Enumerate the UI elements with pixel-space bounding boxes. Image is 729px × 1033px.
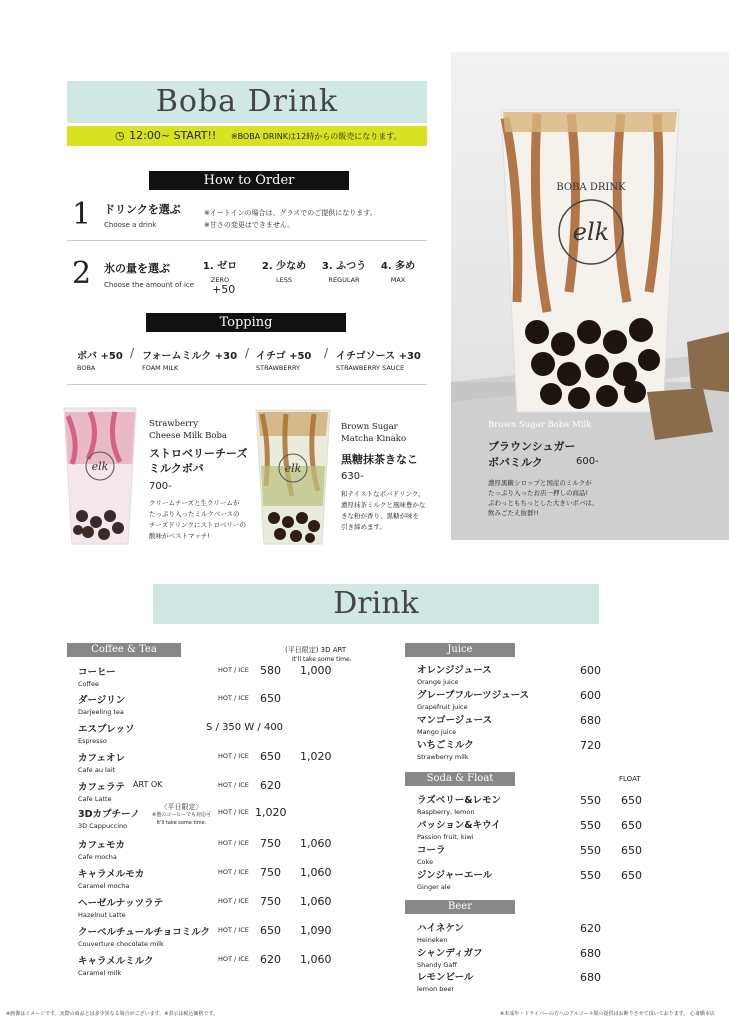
- menu-item-art-price: 1,060: [300, 866, 332, 879]
- menu-item-jp: いちごミルク: [417, 740, 474, 751]
- art-sub: It'll take some time.: [292, 656, 352, 663]
- matcha-kinako-boba-image: [252, 406, 334, 548]
- menu-item-en: Coffee: [78, 680, 99, 688]
- menu-item-float-price: 650: [621, 819, 642, 832]
- menu-item-en: Cafe mocha: [78, 853, 117, 861]
- menu-item-jp: 3Dカプチーノ: [78, 809, 140, 820]
- menu-item-price: 650: [260, 692, 281, 705]
- menu-item-name: [417, 842, 446, 866]
- menu-item-price: 580: [260, 664, 281, 677]
- menu-item-en: Shandy Gaff: [417, 961, 457, 969]
- menu-item-jp: コーヒー: [78, 667, 116, 678]
- feature1-desc: クリームチーズと生クリームが たっぷり入ったミルクベースの チーズドリンクにストロベリーの 酸味がベストマッチ!: [149, 499, 247, 540]
- menu-item-en: Heineken: [417, 936, 448, 944]
- menu-item-jp: キャラメルモカ: [78, 869, 145, 880]
- menu-item-art-price: 1,060: [300, 837, 332, 850]
- menu-item-en: Orange juice: [417, 678, 459, 686]
- menu-item-name: [417, 792, 501, 816]
- menu-item-art-price: 1,020: [300, 750, 332, 763]
- menu-item-name: [417, 945, 483, 969]
- menu-item-en: Couverture chocolate milk: [78, 940, 164, 948]
- menu-item-jp: グレープフルーツジュース: [417, 690, 530, 701]
- menu-item-name: [78, 779, 125, 803]
- separator: /: [130, 346, 135, 360]
- menu-item-art-price: 1,000: [300, 664, 332, 677]
- menu-item-jp: カフェオレ: [78, 753, 126, 764]
- feature1-en: Strawberry Cheese Milk Boba: [149, 419, 227, 441]
- menu-item-en: 3D Cappuccino: [78, 822, 128, 830]
- divider: [67, 240, 427, 241]
- float-label: FLOAT: [619, 775, 641, 783]
- cappuccino-note: [152, 803, 211, 827]
- topping-boba: ボバ +50 BOBA: [77, 351, 123, 372]
- boba-notice: ※BOBA DRINKは12時からの販売になります。: [230, 132, 402, 141]
- menu-item-art-price: 1,090: [300, 924, 332, 937]
- menu-item-name: [78, 664, 116, 688]
- menu-item-en: lemon beer: [417, 985, 455, 993]
- how-to-order-heading: How to Order: [149, 171, 349, 190]
- menu-item-float-price: 650: [621, 794, 642, 807]
- feature3-price: 600-: [576, 456, 599, 467]
- menu-item-jp: カフェモカ: [78, 840, 126, 851]
- menu-item-price: 680: [580, 947, 601, 960]
- menu-item-price: 550: [580, 844, 601, 857]
- hot-ice-label: HOT / ICE: [218, 694, 249, 702]
- coffee-tea-tab: Coffee & Tea: [67, 643, 181, 657]
- feature1-jp: ストロベリーチーズ ミルクボバ: [149, 447, 248, 475]
- art-header: (平日限定) 3D ART: [285, 646, 347, 654]
- hot-ice-label: HOT / ICE: [218, 666, 249, 674]
- menu-item-price: 750: [260, 837, 281, 850]
- hot-ice-label: HOT / ICE: [218, 955, 249, 963]
- feature2-jp: 黒糖抹茶きなこ: [341, 453, 418, 466]
- menu-item-float-price: 650: [621, 844, 642, 857]
- menu-item-name: [417, 687, 529, 711]
- menu-item-jp: ハイネケン: [417, 923, 464, 934]
- menu-item-name: [417, 737, 474, 761]
- menu-item-float-price: 650: [621, 869, 642, 882]
- menu-item-en: Mango juice: [417, 728, 457, 736]
- menu-item-en: Caramel mocha: [78, 882, 130, 890]
- menu-item-name: [78, 953, 154, 977]
- menu-item-price: 600: [580, 664, 601, 677]
- menu-item-name: [417, 662, 492, 686]
- clock-icon: ◷: [115, 129, 125, 142]
- menu-item-en: Raspberry, lemon: [417, 808, 475, 816]
- note-line: 〈平日限定〉: [160, 803, 203, 811]
- ice-option-max: 4. 多め MAX: [380, 261, 416, 284]
- menu-item-en: Cafe Latte: [78, 795, 112, 803]
- menu-item-name: [78, 692, 125, 716]
- ice-option-zero: 1. ゼロ ZERO: [202, 261, 238, 284]
- cup-logo-text: elk: [91, 460, 109, 473]
- menu-item-art-price: 1,060: [300, 953, 332, 966]
- menu-item-name: [78, 924, 210, 948]
- zero-ice-price: +50: [212, 283, 236, 296]
- menu-item-en: Ginger ale: [417, 883, 451, 891]
- footer-right-note: ※未成年・ドライバーの方へのアルコール類の提供はお断りさせて頂いております。 心斎橋本店: [500, 1011, 715, 1017]
- menu-item-jp: レモンビール: [417, 972, 474, 983]
- menu-item-en: Strawberry milk: [417, 753, 469, 761]
- menu-item-price: 720: [580, 739, 601, 752]
- ice-option-regular: 3. ふつう REGULAR: [321, 261, 367, 284]
- menu-item-jp: ラズベリー&レモン: [417, 795, 501, 806]
- step1-note1: ※イートインの場合は、グラスでのご提供になります。: [204, 209, 377, 217]
- menu-item-price: 550: [580, 869, 601, 882]
- step2-number: 2: [72, 256, 92, 291]
- topping-heading: Topping: [146, 313, 346, 332]
- menu-item-jp: ヘーゼルナッツラテ: [78, 898, 164, 909]
- menu-item-price: 650: [260, 750, 281, 763]
- menu-item-name: [417, 817, 501, 841]
- menu-item-jp: キャラメルミルク: [78, 956, 154, 967]
- soda-float-tab: Soda & Float: [405, 772, 515, 786]
- hot-ice-label: HOT / ICE: [218, 808, 249, 816]
- step1-note2: ※甘さの変更はできません。: [204, 221, 295, 229]
- menu-item-en: Hazelnut Latte: [78, 911, 126, 919]
- start-time-bar: [67, 126, 427, 146]
- hot-ice-label: HOT / ICE: [218, 897, 249, 905]
- feature2-en: Brown Sugar Matcha Kinako: [341, 422, 407, 444]
- feature2-desc: 和テイストなボバドリンク。 濃厚抹茶ミルクと風味豊かな きな粉が香り、黒糖が味を 引き締めます。: [341, 490, 426, 531]
- feature3-desc: 濃厚黒糖シロップと国産のミルクが たっぷり入ったお店一押しの商品! ぷわっともちっとした大きいボバは、 飲みごたえ抜群!!: [488, 479, 599, 517]
- menu-item-en: Cafe au lait: [78, 766, 116, 774]
- menu-item-name: [78, 837, 125, 861]
- menu-item-jp: コーラ: [417, 845, 446, 856]
- menu-item-en: Grapefruit juice: [417, 703, 468, 711]
- menu-item-jp: パッション&キウイ: [417, 820, 501, 831]
- hot-ice-label: HOT / ICE: [218, 781, 249, 789]
- menu-item-jp: オレンジジュース: [417, 665, 492, 676]
- topping-strawberry-sauce: イチゴソース +30 STRAWBERRY SAUCE: [336, 351, 421, 372]
- menu-item-name: [417, 712, 492, 736]
- menu-item-en: Coke: [417, 858, 434, 866]
- menu-item-en: Espresso: [78, 737, 107, 745]
- footer-left-note: ※画像はイメージです。実際の商品とは多少異なる場合がございます。※表示は税込価格です。: [6, 1011, 219, 1017]
- hot-ice-label: HOT / ICE: [218, 839, 249, 847]
- note-line: ※他のコーヒーでも対応可: [152, 812, 211, 818]
- ice-option-less: 2. 少なめ LESS: [261, 261, 307, 284]
- menu-item-en: Darjeeling tea: [78, 708, 124, 716]
- boba-title: Boba Drink: [67, 81, 427, 123]
- menu-item-name: [417, 969, 473, 993]
- menu-item-en: Passion fruit, kiwi: [417, 833, 474, 841]
- art-ok-label: ART OK: [133, 780, 163, 789]
- step2-jp: 氷の量を選ぶ: [104, 262, 170, 275]
- espresso-sizes: S / 350 W / 400: [206, 722, 284, 733]
- juice-tab: Juice: [405, 643, 515, 657]
- strawberry-cheese-boba-image: [60, 404, 140, 548]
- step1-jp: ドリンクを選ぶ: [104, 203, 181, 216]
- menu-item-jp: クーベルチュールチョコミルク: [78, 927, 211, 938]
- menu-item-name: [78, 866, 144, 890]
- menu-item-price: 600: [580, 689, 601, 702]
- menu-item-art-price: 1,060: [300, 895, 332, 908]
- note-line: It'll take some time.: [156, 820, 207, 826]
- menu-item-price: 550: [580, 794, 601, 807]
- menu-item-en: Caramel milk: [78, 969, 122, 977]
- beer-tab: Beer: [405, 900, 515, 914]
- step1-notes: [204, 207, 377, 231]
- topping-foam-milk: フォームミルク +30 FOAM MILK: [142, 351, 238, 372]
- menu-item-jp: ダージリン: [78, 695, 126, 706]
- menu-item-price: 750: [260, 895, 281, 908]
- menu-item-name: [417, 867, 492, 891]
- cup-logo-text: elk: [572, 218, 610, 246]
- menu-item-name: [78, 721, 135, 745]
- feature3-en: Brown Sugar Boba Milk: [488, 420, 592, 430]
- menu-item-price: 680: [580, 971, 601, 984]
- menu-item-price: 620: [260, 779, 281, 792]
- menu-item-name: [78, 750, 125, 774]
- cup-brand-text: BOBA DRINK: [556, 182, 626, 193]
- cup-logo-text: elk: [284, 462, 302, 475]
- hot-ice-label: HOT / ICE: [218, 926, 249, 934]
- menu-item-price: 550: [580, 819, 601, 832]
- menu-item-jp: ジンジャーエール: [417, 870, 493, 881]
- menu-item-jp: マンゴージュース: [417, 715, 493, 726]
- menu-item-price: 680: [580, 714, 601, 727]
- step1-en: Choose a drink: [104, 221, 157, 229]
- menu-item-price: 620: [260, 953, 281, 966]
- menu-item-name: [78, 895, 163, 919]
- menu-item-price: 750: [260, 866, 281, 879]
- menu-item-jp: エスプレッソ: [78, 724, 135, 735]
- start-time: 12:00~ START!!: [129, 129, 217, 142]
- topping-strawberry: イチゴ +50 STRAWBERRY: [256, 351, 312, 372]
- step2-en: Choose the amount of ice: [104, 281, 195, 289]
- feature1-price: 700-: [149, 481, 172, 492]
- divider: [67, 384, 427, 385]
- separator: /: [324, 346, 329, 360]
- hot-ice-label: HOT / ICE: [218, 752, 249, 760]
- hot-ice-label: HOT / ICE: [218, 868, 249, 876]
- menu-item-price: 650: [260, 924, 281, 937]
- feature3-jp: ブラウンシュガー ボバミルク: [488, 440, 576, 469]
- menu-item-jp: カフェラテ: [78, 782, 126, 793]
- separator: /: [245, 346, 250, 360]
- menu-item-jp: シャンディガフ: [417, 948, 483, 959]
- menu-item-name: [417, 920, 464, 944]
- step1-number: 1: [72, 197, 92, 232]
- menu-item-name: [78, 806, 140, 830]
- feature2-price: 630-: [341, 471, 364, 482]
- drink-title: Drink: [153, 584, 599, 624]
- menu-item-price: 1,020: [255, 806, 287, 819]
- menu-item-price: 620: [580, 922, 601, 935]
